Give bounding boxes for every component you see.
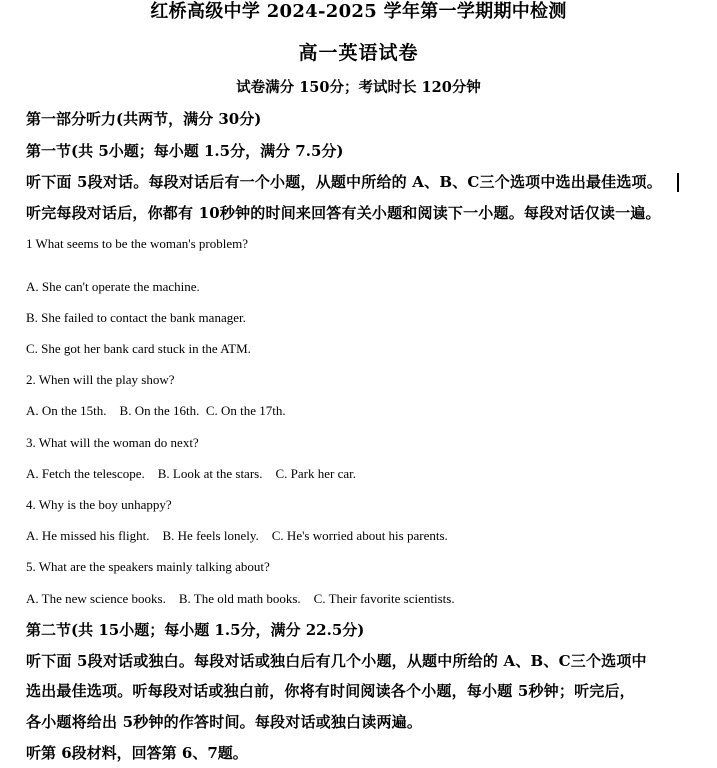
section1-instruction-2: 听完每段对话后，你都有 10秒钟的时间来回答有关小题和阅读下一小题。每段对话仅读一遍。 bbox=[26, 204, 661, 222]
question-1-option-c: C. She got her bank card stuck in the ATM. bbox=[26, 341, 251, 356]
exam-title: 红桥高级中学 2024-2025 学年第一学期期中检测 bbox=[150, 1, 567, 22]
question-4-stem: 4. Why is the boy unhappy? bbox=[26, 497, 172, 512]
section2-instruction-3: 各小题将给出 5秒钟的作答时间。每段对话或独白读两遍。 bbox=[26, 713, 423, 731]
question-1-option-a: A. She can't operate the machine. bbox=[26, 279, 200, 294]
section2-instruction-1: 听下面 5段对话或独白。每段对话或独白后有几个小题，从题中所给的 A、B、C三个选项中 bbox=[26, 652, 647, 670]
question-5-stem: 5. What are the speakers mainly talking about? bbox=[26, 559, 270, 574]
question-2-stem: 2. When will the play show? bbox=[26, 372, 175, 387]
question-1-stem: 1 What seems to be the woman's problem? bbox=[26, 236, 248, 251]
section2-instruction-2: 选出最佳选项。听每段对话或独白前，你将有时间阅读各个小题，每小题 5秒钟；听完后， bbox=[26, 682, 635, 700]
section1-heading: 第一节(共 5小题；每小题 1.5分，满分 7.5分) bbox=[26, 142, 344, 160]
exam-info: 试卷满分 150分；考试时长 120分钟 bbox=[236, 79, 481, 96]
section2-heading: 第二节(共 15小题；每小题 1.5分，满分 22.5分) bbox=[26, 621, 365, 639]
text-cursor bbox=[677, 173, 679, 192]
question-4-options: A. He missed his flight. B. He feels lonely. C. He's worried about his parents. bbox=[26, 528, 448, 543]
exam-subtitle: 高一英语试卷 bbox=[298, 42, 419, 64]
section2-material-line: 听第 6段材料，回答第 6、7题。 bbox=[26, 744, 248, 762]
part1-heading: 第一部分听力(共两节，满分 30分) bbox=[26, 110, 262, 128]
question-5-options: A. The new science books. B. The old math books. C. Their favorite scientists. bbox=[26, 591, 455, 606]
question-3-options: A. Fetch the telescope. B. Look at the stars. C. Park her car. bbox=[26, 466, 356, 481]
question-1-option-b: B. She failed to contact the bank manager. bbox=[26, 310, 246, 325]
question-2-options: A. On the 15th. B. On the 16th. C. On the 17th. bbox=[26, 403, 286, 418]
question-3-stem: 3. What will the woman do next? bbox=[26, 435, 199, 450]
section1-instruction-1: 听下面 5段对话。每段对话后有一个小题，从题中所给的 A、B、C三个选项中选出最佳选项。 bbox=[26, 173, 662, 191]
